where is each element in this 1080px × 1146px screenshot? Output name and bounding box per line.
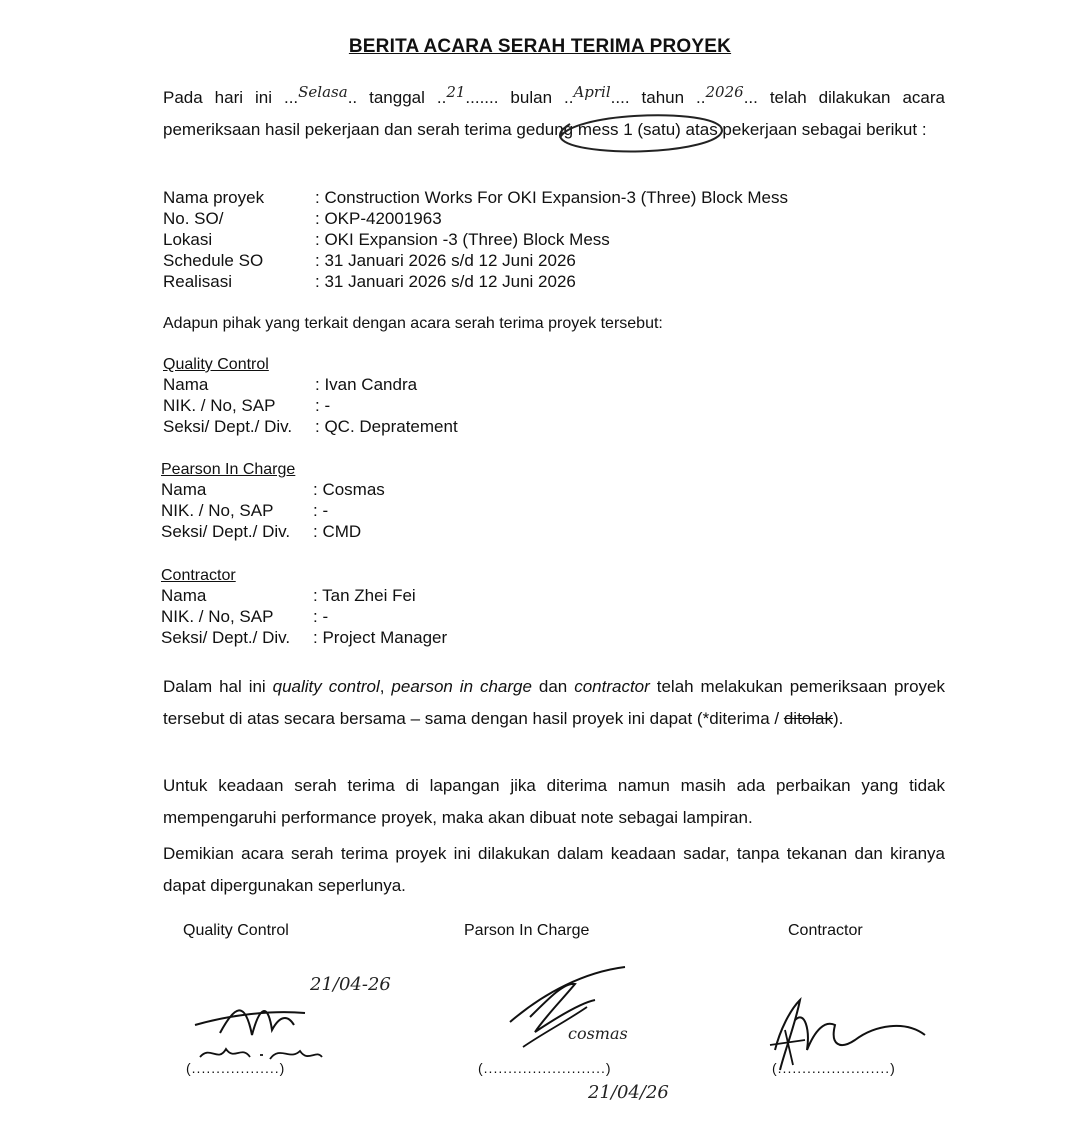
section-title: Contractor xyxy=(161,567,236,584)
party-contractor: Contractor Nama : Tan Zhei Fei NIK. / No, SAP : - Seksi/ Dept./ Div. : Project Manager xyxy=(161,567,448,647)
field-row: Schedule SO : 31 Januari 2026 s/d 12 Juni 2026 xyxy=(163,251,576,270)
document-title: BERITA ACARA SERAH TERIMA PROYEK xyxy=(348,36,732,57)
hari-handwritten: ...Selasa.. xyxy=(283,83,358,107)
party-quality-control: Quality Control Nama : Ivan Candra NIK. / No, SAP : - Seksi/ Dept./ Div. : QC. Depratement xyxy=(163,356,458,436)
field-row: Realisasi : 31 Januari 2026 s/d 12 Juni 2026 xyxy=(163,272,576,291)
intro-paragraph: Pada hari ini ...Selasa.. tanggal ..21....... bulan ..April.... tahun ..2026... telah dilakukan acara pemeriksaan hasil pekerjaan dan serah terima gedung mess 1 (satu) atas pekerjaan sebagai berikut : xyxy=(163,83,945,139)
sig-line-contractor: (.......................) xyxy=(772,1060,896,1076)
field-row: Nama proyek : Construction Works For OKI Expansion-3 (Three) Block Mess xyxy=(163,188,789,207)
bulan-handwritten: ..April.... xyxy=(564,83,630,107)
intro-text: Pada hari ini xyxy=(163,88,284,107)
sig-label-person-in-charge: Parson In Charge xyxy=(464,922,590,939)
section-title: Pearson In Charge xyxy=(161,461,296,478)
parties-intro: Adapun pihak yang terkait dengan acara serah terima proyek tersebut: xyxy=(163,315,663,332)
field-row: Lokasi : OKI Expansion -3 (Three) Block Mess xyxy=(163,230,610,249)
sig-label-quality-control: Quality Control xyxy=(183,922,289,939)
struck-option: ditolak xyxy=(783,709,833,728)
field-row: No. SO/ : OKP-42001963 xyxy=(163,209,442,228)
tanggal-handwritten: ..21....... xyxy=(436,83,499,107)
qc-signature-date: 21/04-26 xyxy=(310,974,391,995)
party-person-in-charge: Pearson In Charge Nama : Cosmas NIK. / No, SAP : - Seksi/ Dept./ Div. : CMD xyxy=(161,461,385,541)
project-fields xyxy=(163,187,788,292)
statement-paragraph: Dalam hal ini quality control, pearson in charge dan contractor telah melakukan pemeriksaan proyek tersebut di atas secara bersama – sama dengan hasil proyek ini dapat (*diterima / ditolak). xyxy=(163,677,945,728)
sig-line-quality-control: (..................) xyxy=(186,1060,286,1076)
closing-paragraph: Demikian acara serah terima proyek ini dilakukan dalam keadaan sadar, tanpa tekanan dan kiranya dapat dipergunakan seperlunya. xyxy=(163,844,945,895)
tahun-handwritten: ..2026... xyxy=(696,83,758,107)
sig-line-person-in-charge: (.........................) xyxy=(478,1060,612,1076)
pic-signature-date: 21/04/26 xyxy=(588,1082,669,1103)
handdrawn-circle-annotation xyxy=(540,108,740,158)
pic-signature-name: cosmas xyxy=(568,1024,628,1043)
sig-label-contractor: Contractor xyxy=(788,922,863,939)
note-paragraph: Untuk keadaan serah terima di lapangan jika diterima namun masih ada perbaikan yang tidak mempengaruhi performance proyek, maka akan dibuat note sebagai lampiran. xyxy=(163,776,945,827)
section-title: Quality Control xyxy=(163,356,269,373)
